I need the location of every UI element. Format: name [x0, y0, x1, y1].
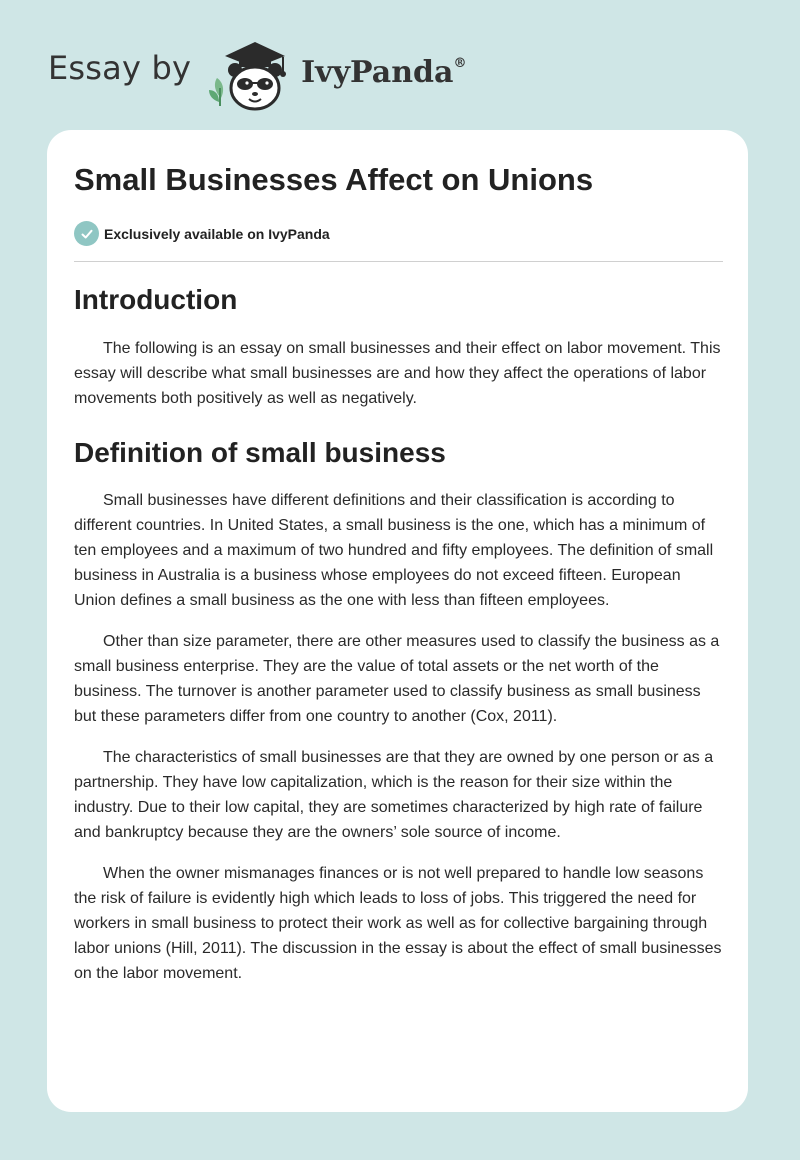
essay-title: Small Businesses Affect on Unions	[74, 162, 594, 197]
essay-content	[74, 282, 723, 1002]
check-circle-icon	[74, 221, 99, 246]
brand-prefix: Essay by	[48, 49, 192, 87]
section-definition	[74, 435, 723, 985]
panda-graduate-icon	[205, 36, 297, 112]
brand-header	[48, 34, 466, 114]
paragraph: Small businesses have different definitions and their classification is according to different countries. In United States, a small business is the one, which has a minimum of ten employees and a maximum of two hundred and fifty employees. The definition of small business in Australia is a business whose employees do not exceed fifteen. European Union defines a small business as the one with less than fifteen employees.	[74, 491, 714, 609]
section-heading: Introduction	[74, 284, 238, 315]
paragraph: When the owner mismanages finances or is not well prepared to handle low seasons the risk of failure is evidently high which leads to loss of jobs. This triggered the need for workers in small business to protect their work as well as for collective bargaining through labor unions (Hill, 2011). The discussion in the essay is about the effect of small businesses on the labor movement.	[74, 864, 722, 982]
brand-name: IvyPanda®	[301, 54, 467, 90]
registered-mark: ®	[453, 55, 467, 71]
paragraph: The following is an essay on small businesses and their effect on labor movement. This essay will describe what small businesses are and how they affect the operations of labor movements both positively as well as negatively.	[74, 340, 721, 408]
paragraph: Other than size parameter, there are other measures used to classify the business as a small business enterprise. They are the value of total assets or the net worth of the business. The turnover is another parameter used to classify business as small business but these parameters differ from one country to another (Cox, 2011).	[74, 632, 720, 725]
essay-card	[47, 130, 748, 1112]
paragraph: The characteristics of small businesses are that they are owned by one person or as a partnership. They have low capitalization, which is the reason for their size within the industry. Due to their low capital, they are sometimes characterized by high rate of failure and bankruptcy because they are the owners’ sole source of income.	[74, 748, 714, 841]
section-heading: Definition of small business	[74, 437, 446, 469]
divider	[74, 261, 723, 262]
exclusive-badge	[74, 221, 330, 246]
section-introduction	[74, 282, 723, 411]
badge-text: Exclusively available on IvyPanda	[104, 225, 330, 242]
